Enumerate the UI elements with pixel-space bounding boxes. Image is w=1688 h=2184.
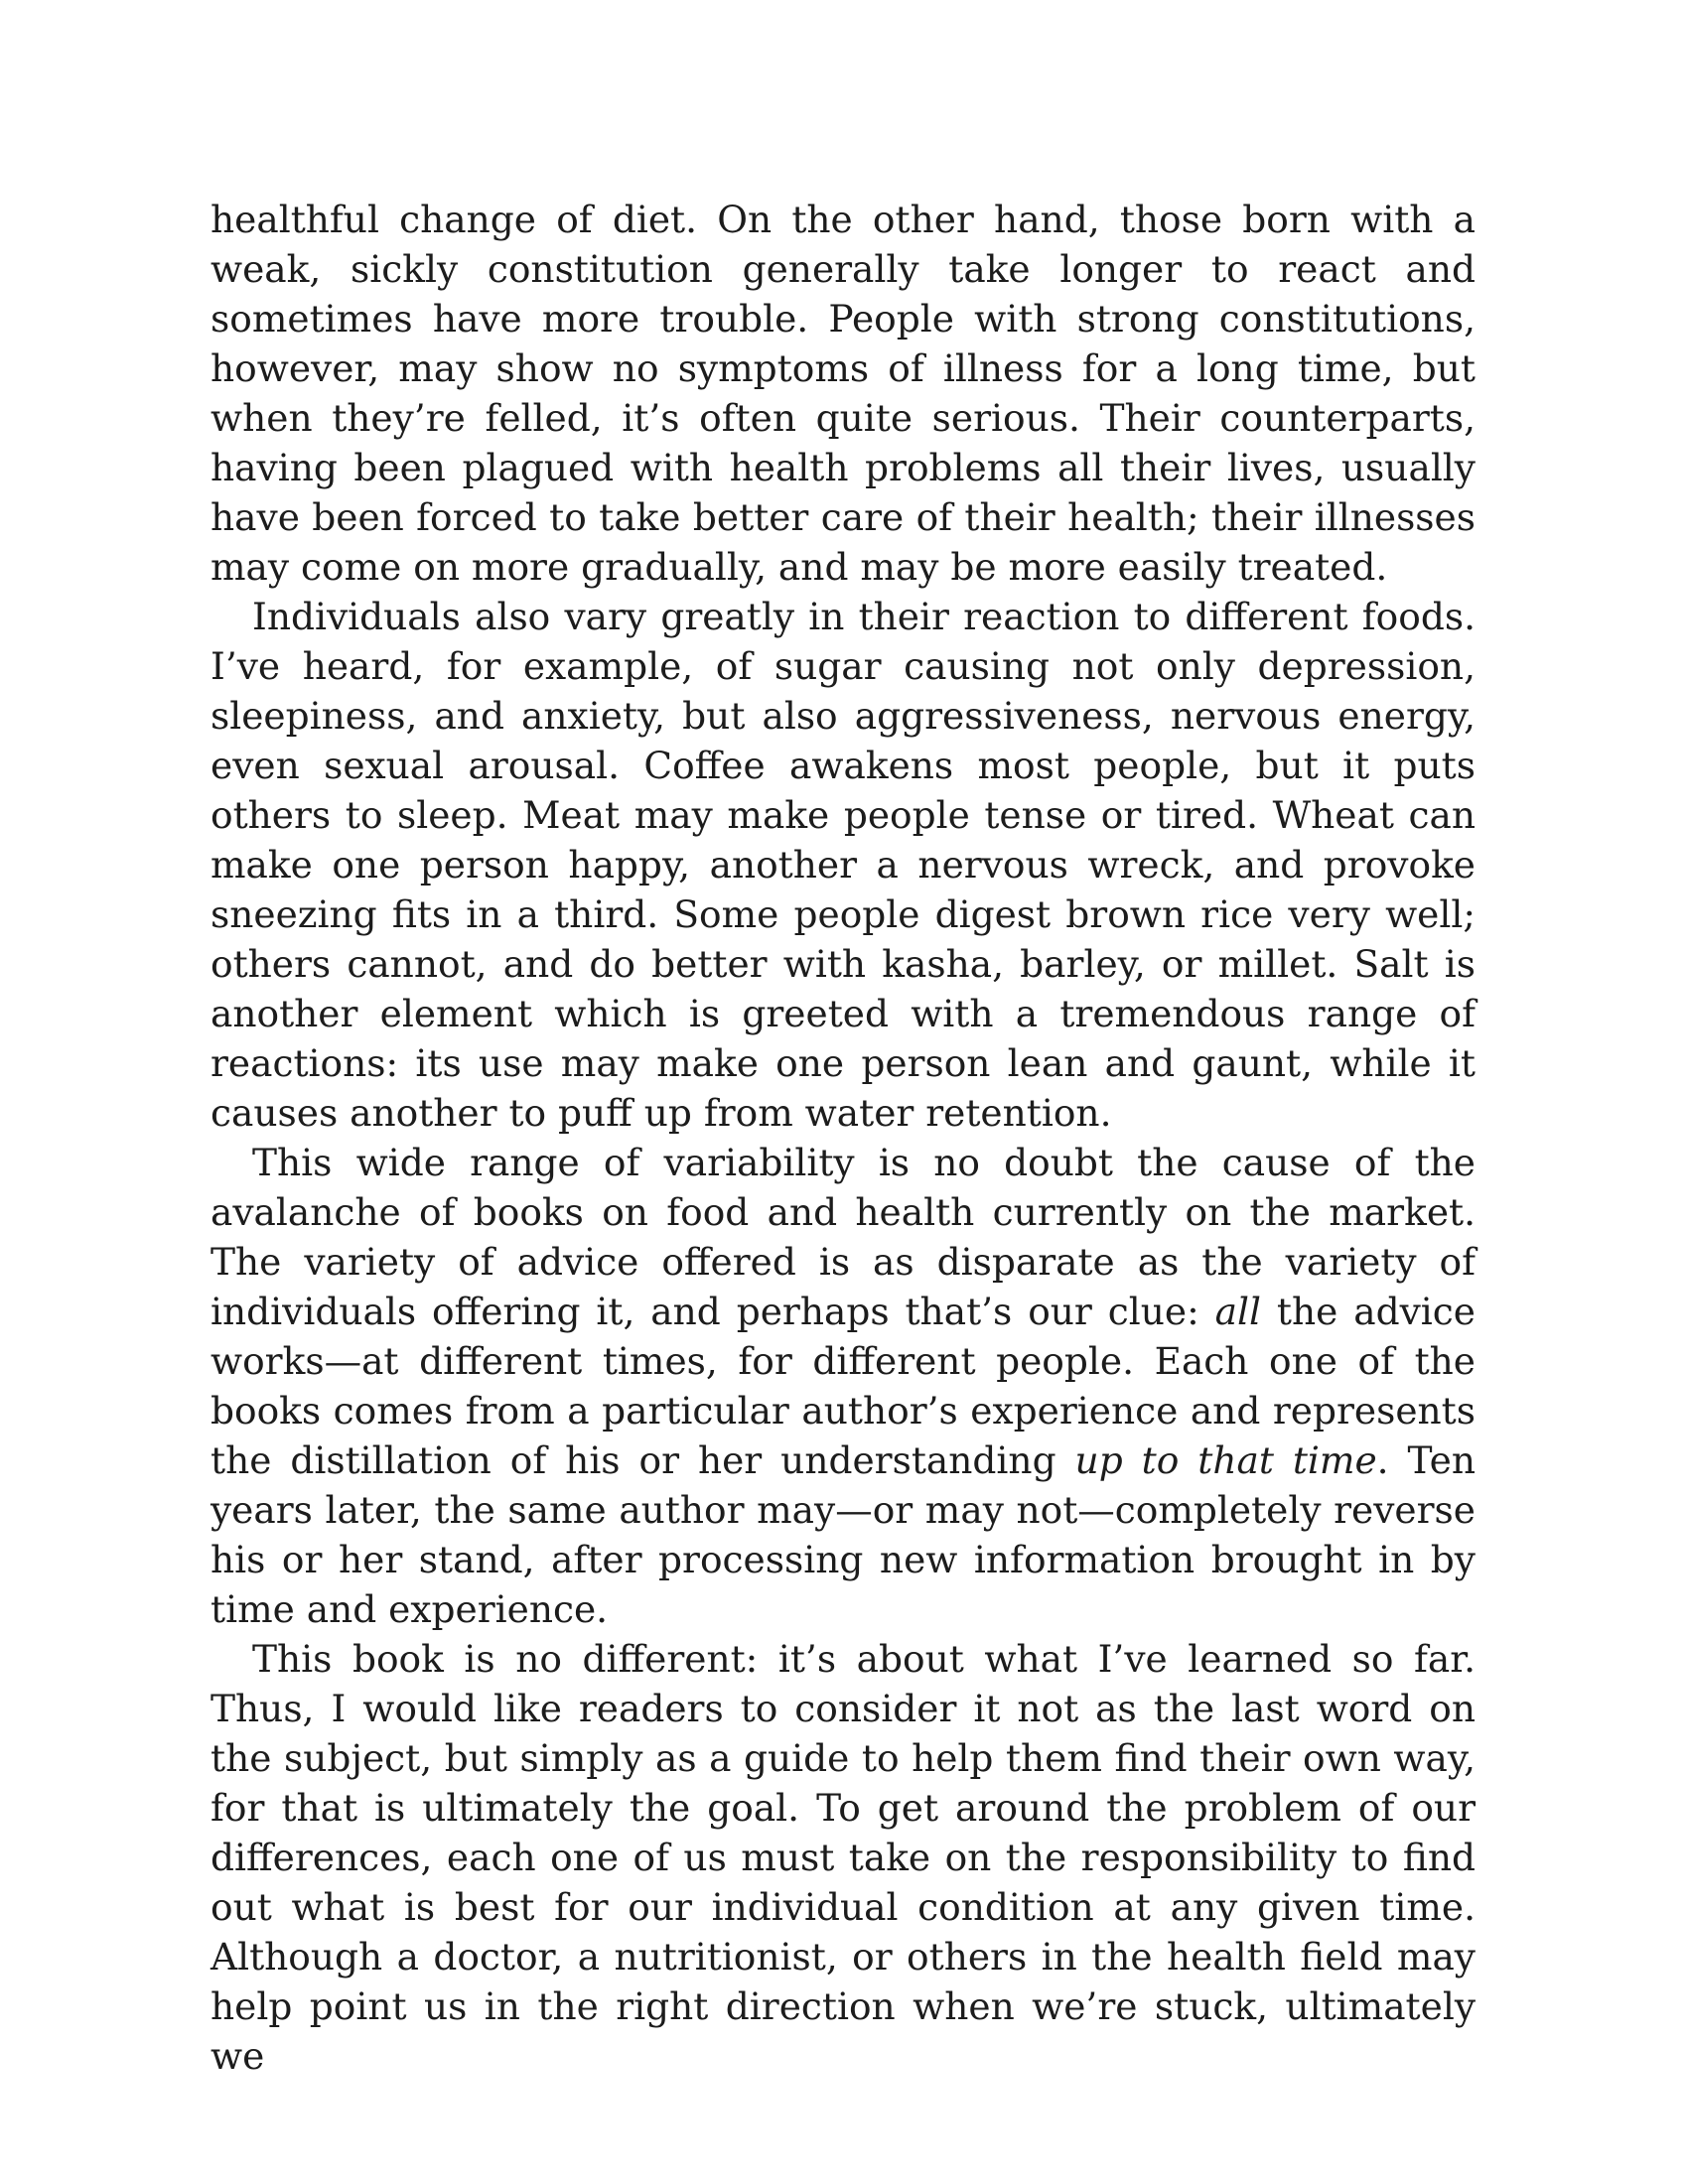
paragraph-3-text-part-3: . Ten years later, the same author may—or may not—completely reverse his or her stand, after processing new information brought in by time and experience. [211, 1438, 1476, 1631]
paragraph-3-emphasis-up-to-that-time: up to that time [1074, 1438, 1377, 1482]
paragraph-1 [211, 195, 1476, 592]
paragraph-4-text: This book is no different: it’s about what I’ve learned so far. Thus, I would like readers to consider it not as the last word on the subject, but simply as a guide to help them find their own way, for that is ultimately the goal. To get around the problem of our differences, each one of us must take on the responsibility to find out what is best for our individual condition at any given time. Although a doctor, a nutritionist, or others in the health field may help point us in the right direction when we’re stuck, ultimately we [211, 1637, 1476, 2078]
paragraph-3-text-part-2: the advice works—at different times, for different people. Each one of the books comes from a particular author’s experience and represents the distillation of his or her understanding [211, 1290, 1476, 1482]
paragraph-3 [211, 1138, 1476, 1634]
page-body [211, 195, 1476, 2081]
paragraph-3-emphasis-all: all [1214, 1290, 1262, 1333]
paragraph-1-text: healthful change of diet. On the other hand, those born with a weak, sickly constitution generally take longer to react and sometimes have more trouble. People with strong constitutions, however, may show no symptoms of illness for a long time, but when they’re felled, it’s often quite serious. Their counterparts, having been plagued with health problems all their lives, usually have been forced to take better care of their health; their illnesses may come on more gradually, and may be more easily treated. [211, 198, 1476, 589]
paragraph-3-text-part-1: This wide range of variability is no doubt the cause of the avalanche of books on food and health currently on the market. The variety of advice offered is as disparate as the variety of individuals offering it, and perhaps that’s our clue: [211, 1141, 1476, 1333]
paragraph-4 [211, 1634, 1476, 2081]
paragraph-2 [211, 592, 1476, 1138]
paragraph-2-text: Individuals also vary greatly in their reaction to different foods. I’ve heard, for example, of sugar causing not only depression, sleepiness, and anxiety, but also aggressiveness, nervous energy, even sexual arousal. Coffee awakens most people, but it puts others to sleep. Meat may make people tense or tired. Wheat can make one person happy, another a nervous wreck, and provoke sneezing fits in a third. Some people digest brown rice very well; others cannot, and do better with kasha, barley, or millet. Salt is another element which is greeted with a tremendous range of reactions: its use may make one person lean and gaunt, while it causes another to puff up from water retention. [211, 595, 1476, 1135]
